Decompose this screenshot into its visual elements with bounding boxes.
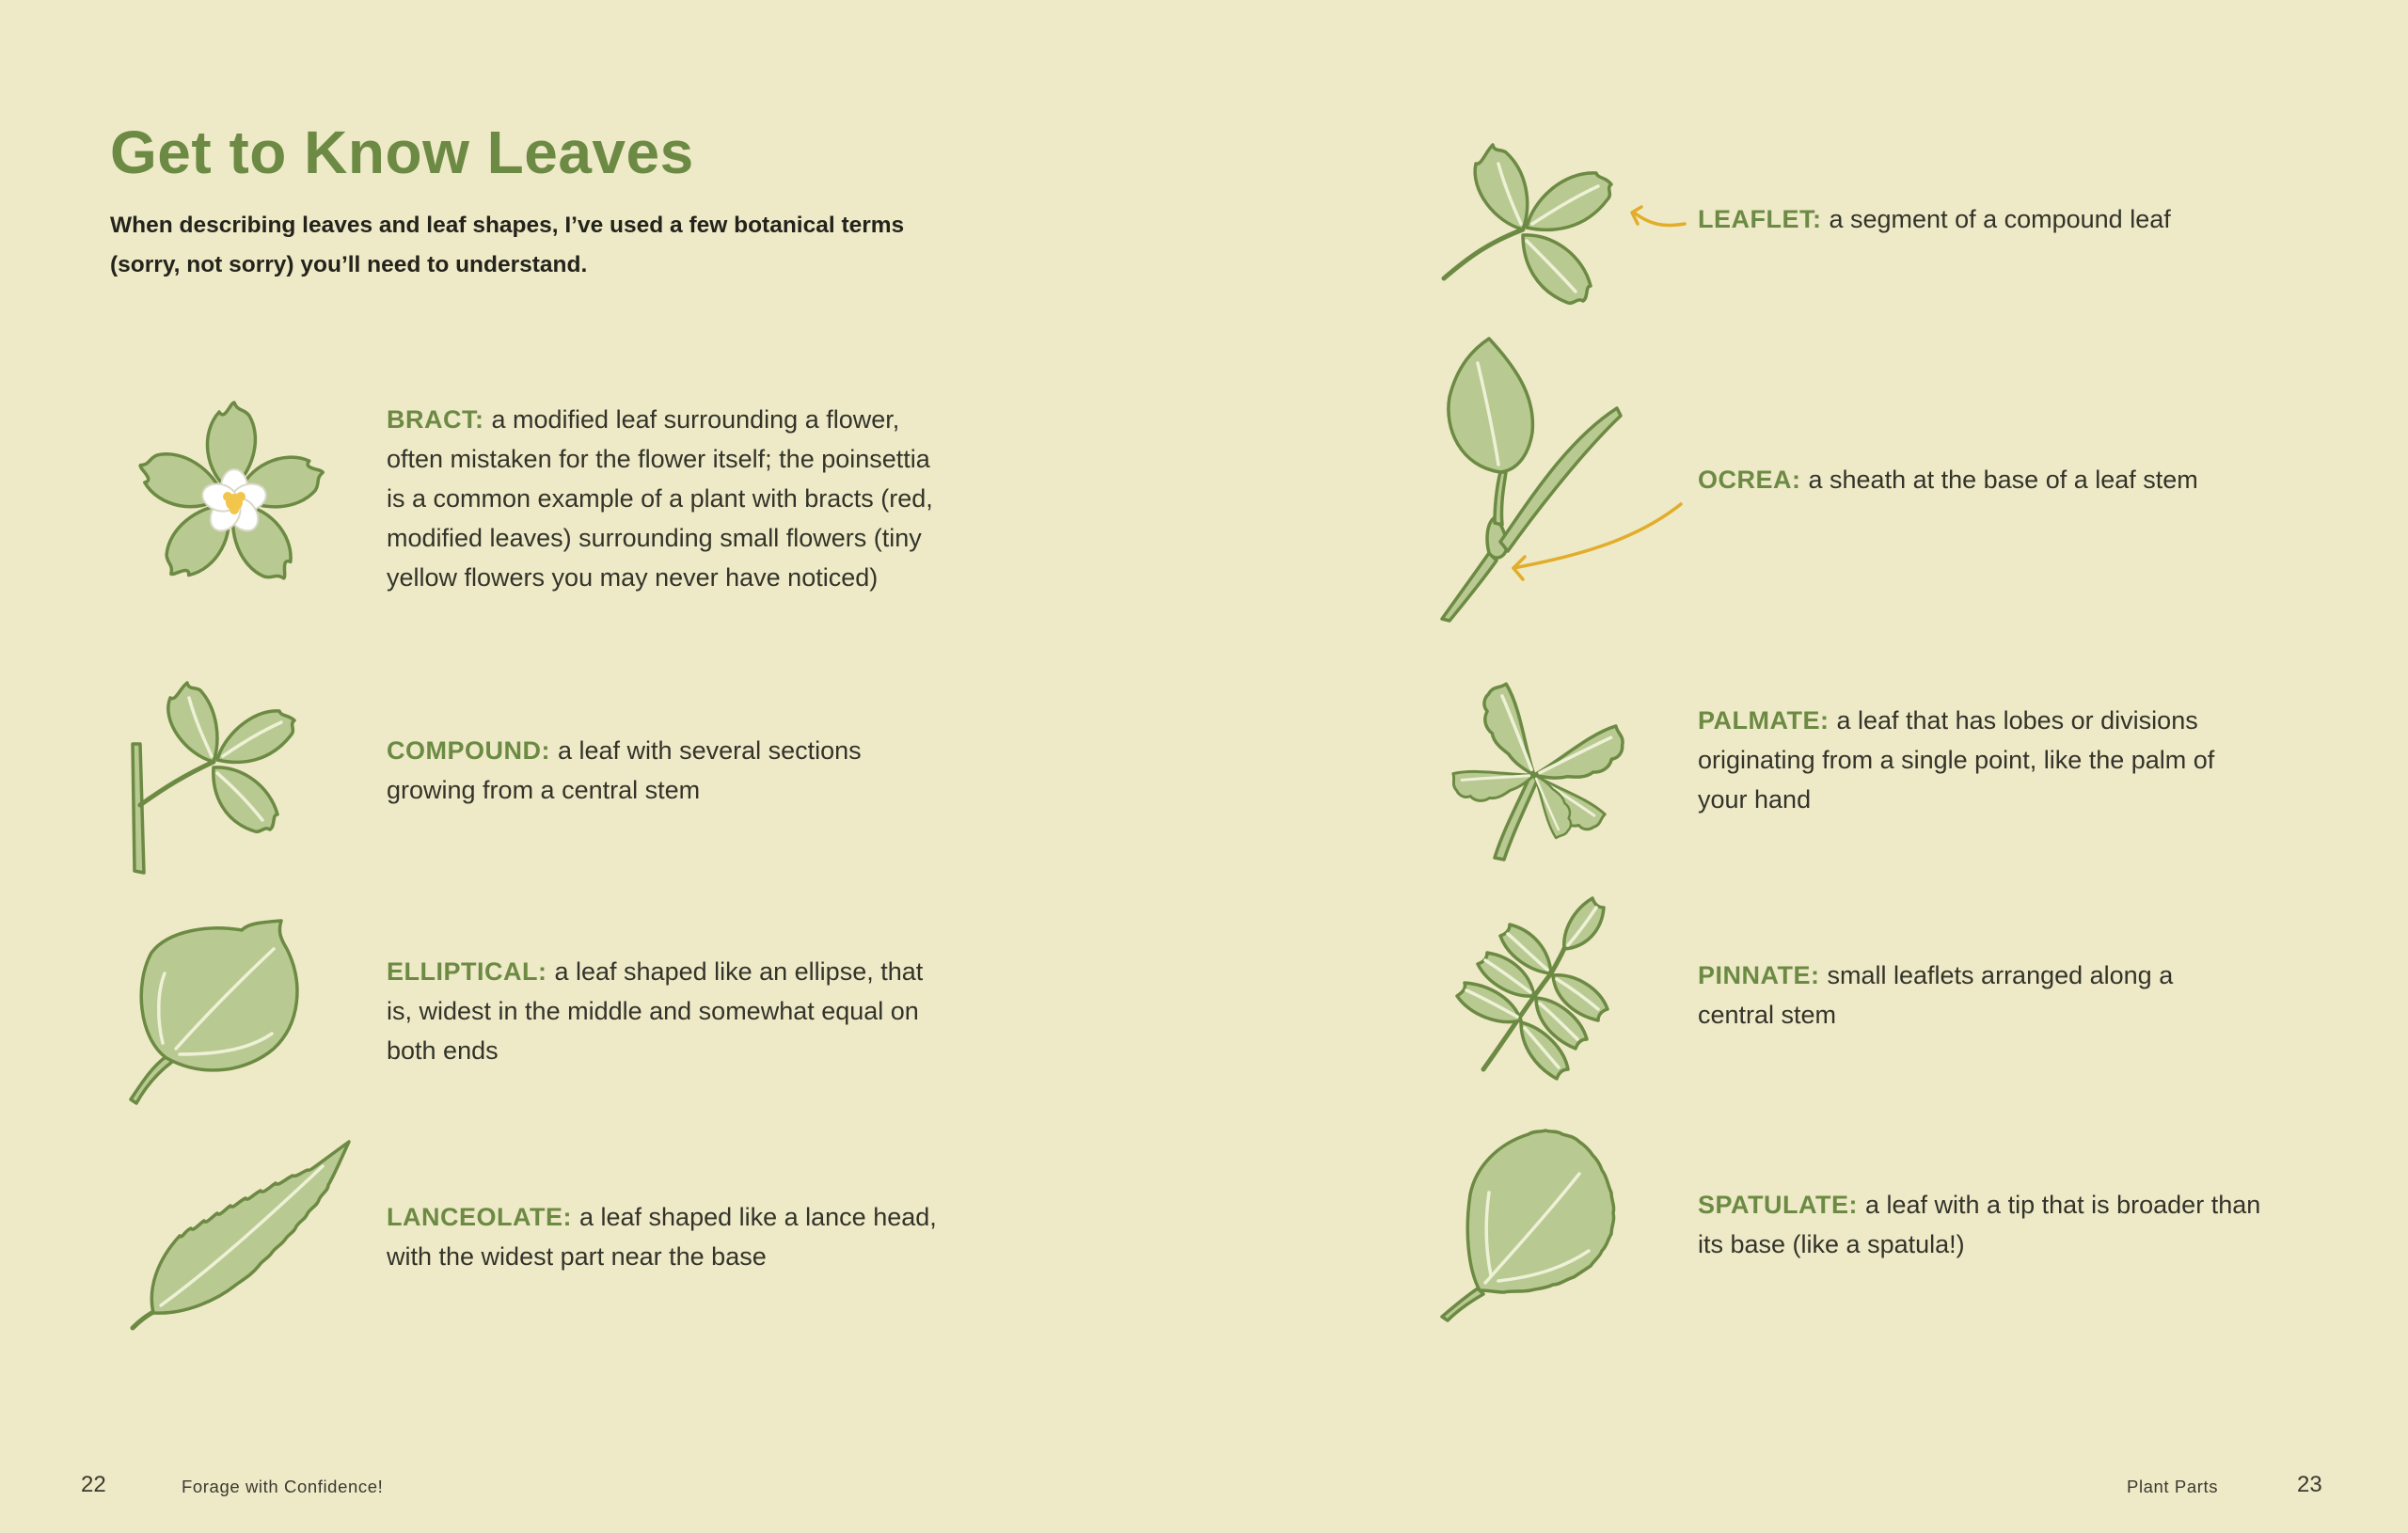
elliptical-leaf-icon bbox=[119, 917, 387, 1105]
entry-leaflet bbox=[1442, 132, 2289, 307]
compound-definition bbox=[387, 731, 913, 810]
spatulate-definition bbox=[1698, 1185, 2262, 1264]
bract-term: BRACT: bbox=[387, 405, 484, 434]
lanceolate-term: LANCEOLATE: bbox=[387, 1203, 572, 1231]
intro-text: When describing leaves and leaf shapes, I’ve used a few botanical terms (sorry, not sorry) you’ll need to understand. bbox=[110, 213, 905, 277]
spatulate-text: a leaf with a tip that is broader than its base (like a spatula!) bbox=[1698, 1191, 2261, 1258]
pinnate-leaf-icon bbox=[1442, 898, 1698, 1092]
entry-ocrea bbox=[1442, 339, 2289, 621]
bract-definition bbox=[387, 400, 942, 597]
ocrea-term: OCREA: bbox=[1698, 466, 1801, 494]
ocrea-definition bbox=[1698, 460, 2262, 499]
leaflet-text: a segment of a compound leaf bbox=[1829, 205, 2171, 233]
bract-flower-icon bbox=[119, 395, 387, 602]
entry-spatulate bbox=[1442, 1129, 2289, 1320]
left-page-number: 22 bbox=[81, 1472, 106, 1497]
compound-term: COMPOUND: bbox=[387, 736, 550, 765]
right-section-title: Plant Parts bbox=[2127, 1477, 2219, 1496]
page-title: Get to Know Leaves bbox=[110, 119, 694, 186]
ocrea-icon bbox=[1442, 339, 1698, 621]
spatulate-term: SPATULATE: bbox=[1698, 1191, 1858, 1219]
left-book-title: Forage with Confidence! bbox=[182, 1477, 384, 1496]
leaflet-icon bbox=[1442, 132, 1698, 307]
palmate-definition bbox=[1698, 701, 2225, 819]
leaflet-definition bbox=[1698, 199, 2262, 239]
bract-text: a modified leaf surrounding a flower, often mistaken for the flower itself; the poinsettia is a common example of a plant with bracts (red, modified leaves) surrounding small flowers (tiny yellow flowers you may never have noticed) bbox=[387, 405, 933, 592]
palmate-leaf-icon bbox=[1442, 658, 1698, 861]
entry-elliptical bbox=[119, 917, 966, 1105]
spatulate-leaf-icon bbox=[1442, 1129, 1698, 1320]
elliptical-text: a leaf shaped like an ellipse, that is, widest in the middle and somewhat equal on both ends bbox=[387, 957, 924, 1065]
entry-compound bbox=[119, 664, 966, 877]
pinnate-definition bbox=[1698, 956, 2196, 1035]
compound-leaf-icon bbox=[119, 664, 387, 877]
elliptical-definition bbox=[387, 952, 942, 1070]
entry-pinnate bbox=[1442, 898, 2289, 1092]
right-page bbox=[1204, 0, 2408, 1533]
palmate-term: PALMATE: bbox=[1698, 706, 1830, 735]
pinnate-term: PINNATE: bbox=[1698, 961, 1820, 989]
pinnate-text: small leaflets arranged along a central stem bbox=[1698, 961, 2174, 1029]
ocrea-text: a sheath at the base of a leaf stem bbox=[1808, 466, 2198, 494]
compound-text: a leaf with several sections growing from a central stem bbox=[387, 736, 862, 804]
entry-palmate bbox=[1442, 658, 2289, 861]
lanceolate-definition bbox=[387, 1197, 960, 1276]
entry-lanceolate bbox=[119, 1138, 966, 1335]
lanceolate-text: a leaf shaped like a lance head, with the widest part near the base bbox=[387, 1203, 937, 1271]
right-page-number: 23 bbox=[2297, 1472, 2322, 1497]
leaflet-term: LEAFLET: bbox=[1698, 205, 1822, 233]
palmate-text: a leaf that has lobes or divisions originating from a single point, like the palm of your hand bbox=[1698, 706, 2215, 814]
elliptical-term: ELLIPTICAL: bbox=[387, 957, 547, 986]
entry-bract bbox=[119, 395, 966, 602]
lanceolate-leaf-icon bbox=[119, 1138, 387, 1335]
